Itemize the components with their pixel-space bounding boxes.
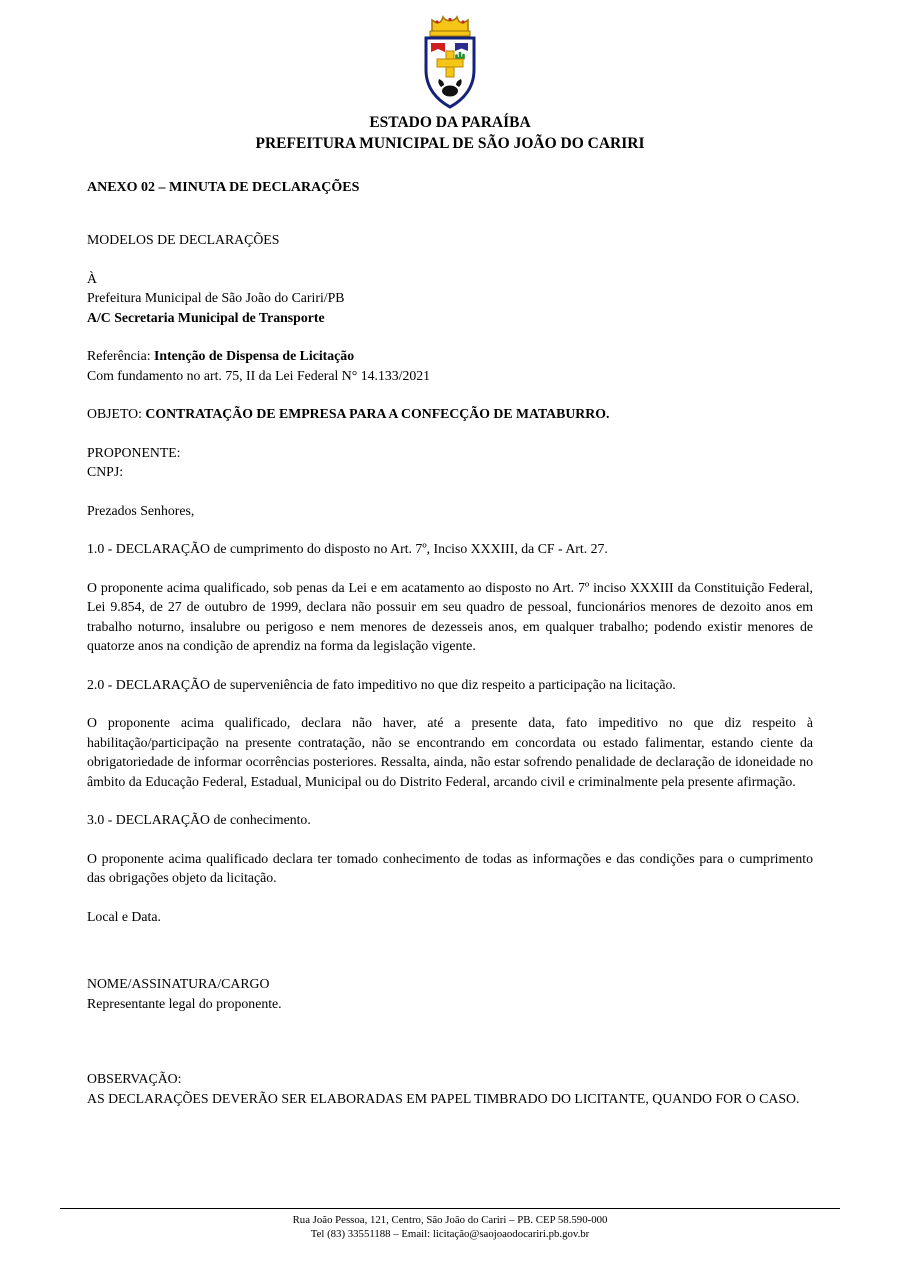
object-label: OBJETO: [87,406,146,421]
proponent-block [87,443,813,482]
salutation-line: Prezados Senhores, [87,502,195,518]
reference-line [87,346,813,366]
signature-name-line: NOME/ASSINATURA/CARGO [87,976,270,991]
letterhead-municipality: PREFEITURA MUNICIPAL DE SÃO JOÃO DO CARIRI [255,135,645,152]
declaration-1-body: O proponente acima qualificado, sob penas da Lei e em acatamento ao disposto no Art. 7º inciso XXXIII da Constituição Federal, Lei 9.854, de 27 de outubro de 1999, declara não possuir em seu quadro de pessoal, funcionários menores de dezoito anos em trabalho noturno, insalubre ou perigoso e nem menores de dezesseis anos, em qualquer trabalho; podendo existir menores de quatorze anos na condição de aprendiz na forma da legislação vigente. [87,579,813,653]
cnpj-label: CNPJ: [87,464,124,479]
declaration-3-body: O proponente acima qualificado declara ter tomado conhecimento de todas as informações e das condições para o cumprimento das obrigações objeto da licitação. [87,850,813,885]
signature-block [87,974,813,1013]
observation-text: AS DECLARAÇÕES DEVERÃO SER ELABORADAS EM PAPEL TIMBRADO DO LICITANTE, QUANDO FOR O CASO. [87,1090,800,1106]
addressee-department: A/C Secretaria Municipal de Transporte [87,309,325,325]
page-footer [60,1208,840,1241]
reference-label: Referência: [87,348,155,363]
signature-role-line: Representante legal do proponente. [87,995,282,1011]
place-date-line: Local e Data. [87,908,161,924]
models-subtitle: MODELOS DE DECLARAÇÕES [87,232,280,247]
object-value: CONTRATAÇÃO DE EMPRESA PARA A CONFECÇÃO DE MATABURRO. [145,406,610,421]
declaration-2-heading: 2.0 - DECLARAÇÃO de superveniência de fato impeditivo no que diz respeito a participação na licitação. [87,676,676,692]
footer-address: Rua João Pessoa, 121, Centro, São João do Cariri – PB. CEP 58.590-000 [292,1214,608,1226]
declaration-2-body: O proponente acima qualificado, declara não haver, até a presente data, fato impeditivo no que diz respeito à habilitação/participação na presente contratação, não se encontrando em concordata ou estado falimentar, estando ciente da obrigatoriedade de informar ocorrências posteriores. Ressalta, ainda, não estar sofrendo penalidade de declaração de idoneidade no âmbito da Educação Federal, Estadual, Municipal ou do Distrito Federal, arcando civil e criminalmente pela presente afirmação. [87,715,813,789]
declaration-3-heading: 3.0 - DECLARAÇÃO de conhecimento. [87,812,311,827]
declaration-1-heading: 1.0 - DECLARAÇÃO de cumprimento do disposto no Art. 7º, Inciso XXXIII, da CF - Art. 27. [87,541,608,556]
footer-contact: Tel (83) 33551188 – Email: licitação@saojoaodocariri.pb.gov.br [310,1228,590,1240]
observation-label: OBSERVAÇÃO: [87,1071,182,1086]
reference-value: Intenção de Dispensa de Licitação [154,348,355,363]
municipal-coat-of-arms-icon [410,8,490,110]
proponent-label: PROPONENTE: [87,444,181,460]
legal-basis-line: Com fundamento no art. 75, II da Lei Federal N° 14.133/2021 [87,367,431,383]
addressee-salutation: À [87,270,97,286]
observation-block [87,1069,813,1108]
reference-block [87,346,813,385]
object-line [87,404,813,424]
addressee-entity: Prefeitura Municipal de São João do Cariri/PB [87,290,345,305]
letterhead [87,8,813,154]
letterhead-state: ESTADO DA PARAÍBA [369,114,531,131]
addressee-block [87,269,813,328]
annex-title: ANEXO 02 – MINUTA DE DECLARAÇÕES [87,180,360,195]
